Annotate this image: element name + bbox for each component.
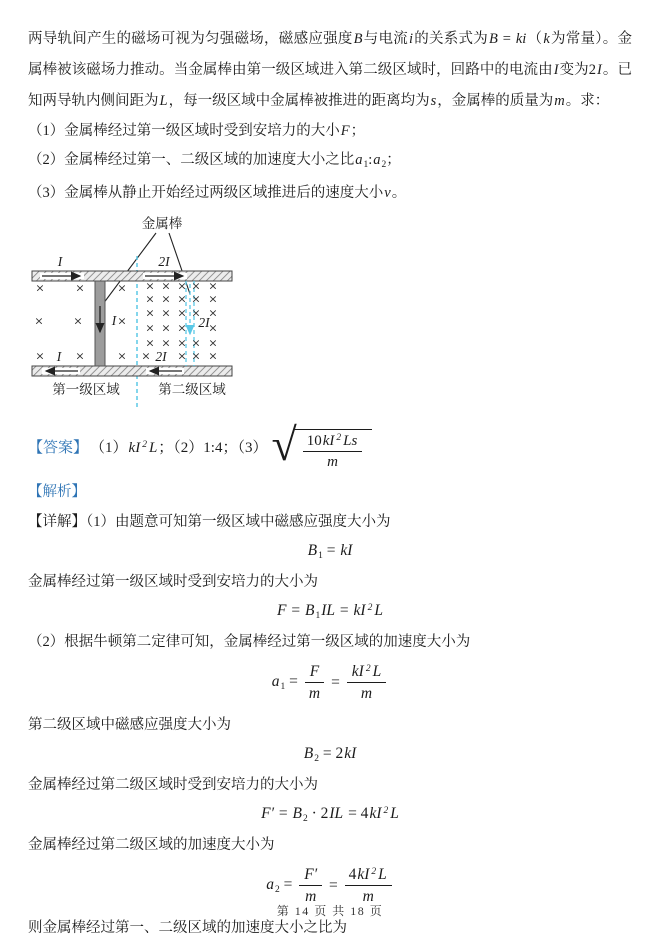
- answer-line: [28, 418, 632, 473]
- question-item-1: （1）金属棒经过第一级区域时受到安培力的大小F；: [28, 123, 366, 139]
- svg-text:×: ×: [177, 349, 187, 362]
- svg-text:×: ×: [208, 306, 218, 319]
- question-item-2: （2）金属棒经过第一、二级区域的加速度大小之比$a_1:a_2$；: [28, 151, 401, 170]
- dashed-rod-current-label: 2I: [198, 314, 210, 330]
- equation-f: $F = B_1IL$ = kI $^2$ L: [277, 602, 383, 621]
- svg-text:×: ×: [161, 321, 171, 334]
- svg-text:×: ×: [34, 314, 44, 327]
- equation-f-prime: $F' = B_2 \cdot 2IL = 4kI$ $^2$ L: [261, 804, 399, 824]
- svg-text:×: ×: [208, 321, 218, 334]
- top-right-current-label: 2I: [158, 253, 170, 269]
- svg-text:×: ×: [35, 349, 45, 362]
- svg-text:×: ×: [177, 306, 187, 319]
- region2-label: 第二级区域: [158, 381, 226, 397]
- sqrt-expression: [271, 418, 372, 473]
- svg-text:×: ×: [208, 349, 218, 362]
- svg-text:×: ×: [161, 279, 171, 292]
- equation-b1: $B_1$ = kI: [307, 542, 353, 561]
- equation-a1: [28, 662, 632, 704]
- svg-text:×: ×: [208, 336, 218, 349]
- svg-text:×: ×: [117, 349, 127, 362]
- region1-label: 第一级区域: [52, 381, 120, 397]
- svg-text:×: ×: [161, 292, 171, 305]
- detail-paragraph-1: [28, 507, 632, 538]
- rod-current-label: I: [111, 312, 117, 328]
- sqrt-fraction-numerator: 10kI $^2$ Ls: [303, 432, 363, 453]
- detail-paragraph-5: 金属棒经过第二级区域时受到安培力的大小为: [28, 776, 318, 793]
- svg-text:×: ×: [117, 281, 127, 294]
- equation-b2: $B_2 = 2kI$: [303, 744, 357, 764]
- svg-text:×: ×: [145, 292, 155, 305]
- svg-text:×: ×: [177, 279, 187, 292]
- svg-text:×: ×: [191, 279, 201, 292]
- eq-a2-lead: $a_2$ =: [266, 876, 297, 896]
- eq-a1-fraction-1: $\frac{F}{m}$: [305, 662, 324, 704]
- radical-sign: √: [271, 418, 297, 470]
- sqrt-fraction-denominator: m: [327, 454, 338, 471]
- svg-text:×: ×: [191, 349, 201, 362]
- svg-text:×: ×: [35, 281, 45, 294]
- svg-text:×: ×: [177, 321, 187, 334]
- svg-text:×: ×: [191, 336, 201, 349]
- page-footer: 第 14 页 共 18 页: [276, 904, 384, 918]
- top-left-current-label: I: [57, 253, 63, 269]
- svg-text:×: ×: [75, 281, 85, 294]
- svg-text:×: ×: [75, 349, 85, 362]
- eq-a1-mid: =: [327, 673, 344, 691]
- svg-text:×: ×: [177, 336, 187, 349]
- bottom-left-current-label: I: [56, 348, 62, 364]
- svg-text:×: ×: [141, 349, 151, 362]
- eq-a2-fraction-2: $\frac{4kI ^2 L}{m}$: [345, 865, 392, 907]
- radicand: [293, 429, 373, 473]
- svg-text:×: ×: [161, 336, 171, 349]
- sqrt-fraction: [303, 432, 363, 473]
- svg-text:×: ×: [145, 336, 155, 349]
- svg-text:×: ×: [208, 292, 218, 305]
- svg-text:×: ×: [191, 306, 201, 319]
- svg-text:×: ×: [191, 292, 201, 305]
- detail-tag: 【详解】: [28, 514, 86, 530]
- eq-a2-mid: =: [325, 876, 342, 894]
- detail-paragraph-4: 第二级区域中磁感应强度大小为: [28, 716, 231, 733]
- detail-text-1: （1）由题意可知第一级区域中磁感应强度大小为: [86, 514, 391, 530]
- equation-a2: [28, 865, 632, 907]
- svg-text:×: ×: [161, 306, 171, 319]
- svg-text:×: ×: [177, 292, 187, 305]
- eq-a1-lead: $a_1$ =: [271, 673, 302, 693]
- detail-paragraph-2: 金属棒经过第一级区域时受到安培力的大小为: [28, 574, 318, 590]
- detail-paragraph-6: 金属棒经过第二级区域的加速度大小为: [28, 836, 275, 853]
- detail-paragraph-3: （2）根据牛顿第二定律可知，金属棒经过第一级区域的加速度大小为: [28, 634, 471, 650]
- svg-text:×: ×: [145, 321, 155, 334]
- detail-paragraph-7: 则金属棒经过第一、二级区域的加速度大小之比为: [28, 919, 347, 936]
- eq-a1-fraction-2: $\frac{kI ^2 L}{m}$: [347, 662, 386, 704]
- answer-tag: 【答案】: [28, 440, 89, 457]
- rail-circuit-diagram: [30, 216, 632, 414]
- analysis-tag: 【解析】: [28, 484, 86, 500]
- question-item-3: （3）金属棒从静止开始经过两级区域推进后的速度大小v。: [28, 185, 407, 201]
- metal-rod-label: 金属棒: [141, 215, 183, 231]
- intro-paragraph: 两导轨间产生的磁场可视为匀强磁场，磁感应强度B与电流i的关系式为B = ki（k为常量）。金属棒被该磁场力推动。当金属棒由第一级区域进入第二级区域时，回路中的电流由I变为2I。已知两导轨内侧间距为L，每一级区域中金属棒被推进的距离均为s，金属棒的质量为m。求：: [28, 31, 633, 109]
- svg-text:×: ×: [208, 279, 218, 292]
- svg-text:×: ×: [117, 314, 127, 327]
- svg-text:×: ×: [73, 314, 83, 327]
- svg-text:×: ×: [145, 279, 155, 292]
- bottom-right-current-label: 2I: [155, 348, 167, 364]
- answer-text: （1）kI $^2$ L；（2）1:4；（3）: [90, 440, 268, 457]
- analysis-tag-line: [28, 478, 632, 507]
- eq-a2-fraction-1: $\frac{F'}{m}$: [299, 865, 322, 907]
- diagram-svg: [30, 216, 262, 414]
- svg-text:×: ×: [145, 306, 155, 319]
